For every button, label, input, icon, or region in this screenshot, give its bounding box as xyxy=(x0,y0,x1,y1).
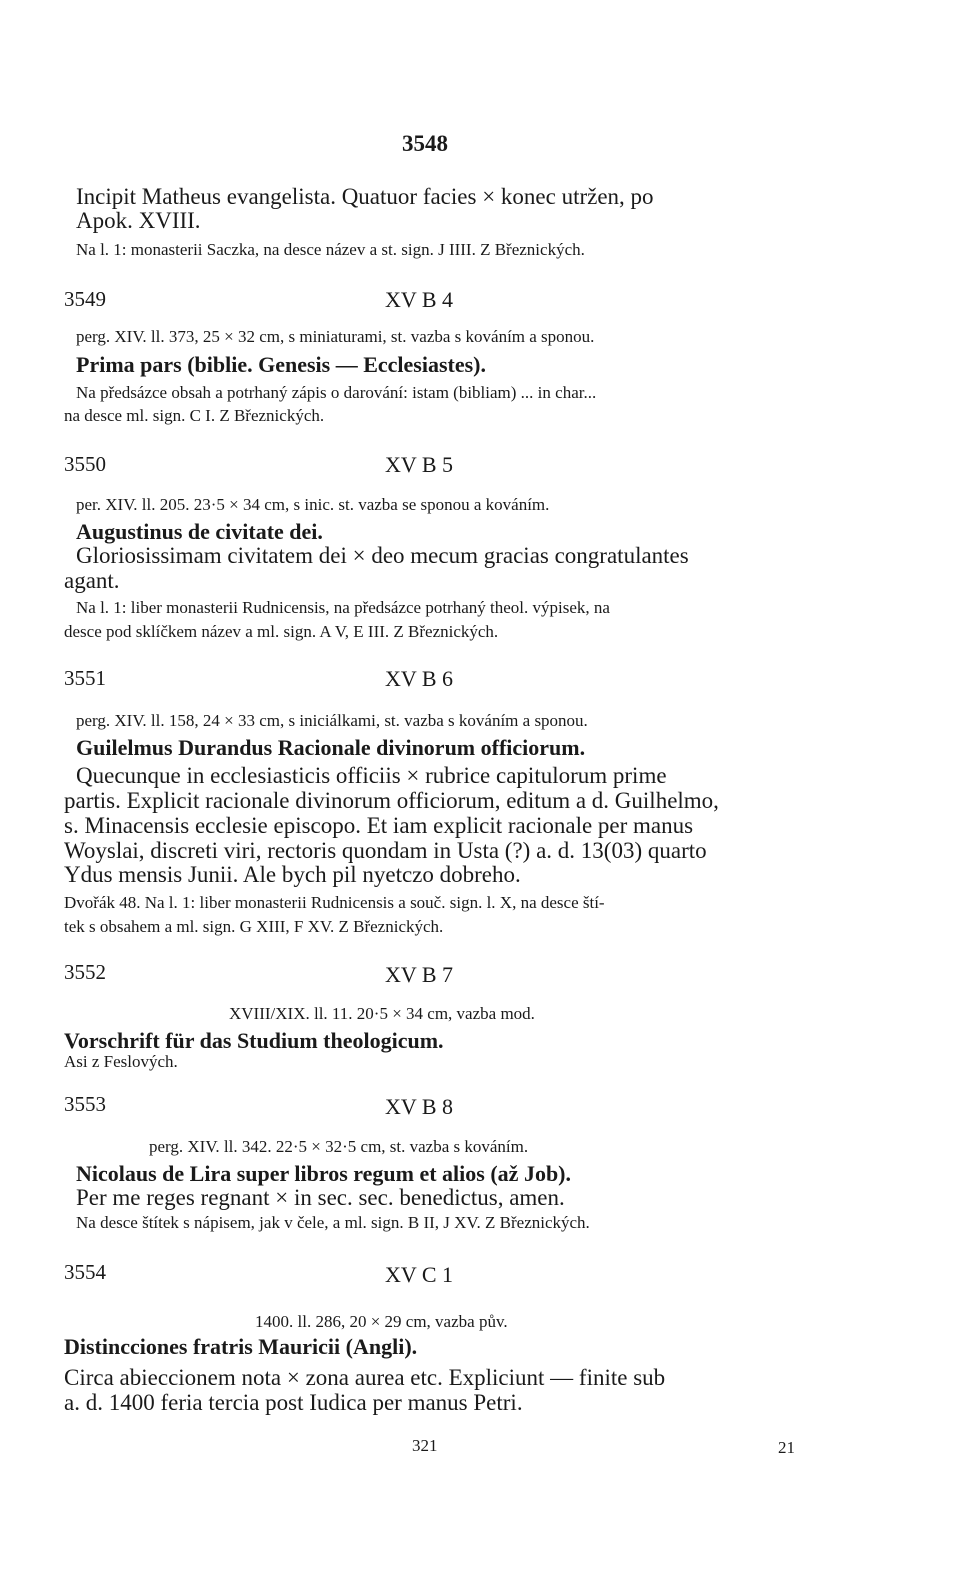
entry-3548-incipit-1: Incipit Matheus evangelista. Quatuor facies × konec utržen, po xyxy=(76,184,654,209)
page-number: 321 xyxy=(412,1436,438,1455)
entry-3549-note-2: na desce ml. sign. C I. Z Březnických. xyxy=(64,406,325,425)
entry-3552-physical: XVIII/XIX. ll. 11. 20·5 × 34 cm, vazba mod. xyxy=(229,1004,535,1023)
entry-3553-note: Na desce štítek s nápisem, jak v čele, a ml. sign. B II, J XV. Z Březnických. xyxy=(76,1213,590,1232)
entry-3549-shelfmark: XV B 4 xyxy=(385,287,454,312)
entry-3553-number: 3553 xyxy=(64,1092,106,1116)
entry-3553-shelfmark: XV B 8 xyxy=(385,1094,454,1119)
entry-3554-text-1: Circa abieccionem nota × zona aurea etc. Expliciunt — finite sub xyxy=(64,1365,666,1390)
entry-3550-number: 3550 xyxy=(64,452,106,476)
entry-3554-shelfmark: XV C 1 xyxy=(385,1262,454,1287)
entry-3552-shelfmark: XV B 7 xyxy=(385,962,454,987)
entry-3552-title: Vorschrift für das Studium theologicum. xyxy=(64,1028,444,1053)
entry-3551-text-2: partis. Explicit racionale divinorum officiorum, editum a d. Guilhelmo, xyxy=(64,788,719,813)
entry-3554-title: Distincciones fratris Mauricii (Angli). xyxy=(64,1334,418,1359)
entry-3554-text-2: a. d. 1400 feria tercia post Iudica per manus Petri. xyxy=(64,1390,523,1415)
entry-3551-shelfmark: XV B 6 xyxy=(385,666,454,691)
entry-3551-text-5: Ydus mensis Junii. Ale bych pil nyetczo dobreho. xyxy=(64,862,521,887)
entry-3551-physical: perg. XIV. ll. 158, 24 × 33 cm, s iniciálkami, st. vazba s kováním a sponou. xyxy=(76,711,588,730)
entry-3550-shelfmark: XV B 5 xyxy=(385,452,454,477)
signature-mark: 21 xyxy=(778,1438,795,1457)
entry-3553-text: Per me reges regnant × in sec. sec. benedictus, amen. xyxy=(76,1185,565,1210)
entry-3550-note-2: desce pod sklíčkem název a ml. sign. A V, E III. Z Březnických. xyxy=(64,622,499,641)
entry-3551-title: Guilelmus Durandus Racionale divinorum officiorum. xyxy=(76,735,586,760)
page-header: 3548 xyxy=(402,131,448,156)
entry-3552-note: Asi z Feslových. xyxy=(64,1052,178,1071)
entry-3550-note-1: Na l. 1: liber monasterii Rudnicensis, na předsázce potrhaný theol. výpisek, na xyxy=(76,598,610,617)
entry-3554-physical: 1400. ll. 286, 20 × 29 cm, vazba pův. xyxy=(255,1312,508,1331)
entry-3550-title: Augustinus de civitate dei. xyxy=(76,519,323,544)
entry-3551-number: 3551 xyxy=(64,666,106,690)
entry-3549-physical: perg. XIV. ll. 373, 25 × 32 cm, s miniaturami, st. vazba s kováním a sponou. xyxy=(76,327,595,346)
entry-3550-incipit-2: agant. xyxy=(64,568,120,593)
entry-3549-number: 3549 xyxy=(64,287,106,311)
entry-3549-title: Prima pars (biblie. Genesis — Ecclesiastes). xyxy=(76,352,487,377)
entry-3553-title: Nicolaus de Lira super libros regum et alios (až Job). xyxy=(76,1161,571,1186)
entry-3554-number: 3554 xyxy=(64,1260,106,1284)
entry-3551-text-4: Woyslai, discreti viri, rectoris quondam in Usta (?) a. d. 13(03) quarto xyxy=(64,838,707,863)
entry-3550-incipit-1: Gloriosissimam civitatem dei × deo mecum gracias congratulantes xyxy=(76,543,689,568)
entry-3551-note-1: Dvořák 48. Na l. 1: liber monasterii Rudnicensis a souč. sign. l. X, na desce ští- xyxy=(64,893,605,912)
entry-3549-note-1: Na předsázce obsah a potrhaný zápis o darování: istam (bibliam) ... in char... xyxy=(76,383,597,402)
entry-3552-number: 3552 xyxy=(64,960,106,984)
entry-3551-note-2: tek s obsahem a ml. sign. G XIII, F XV. Z Březnických. xyxy=(64,917,444,936)
entry-3548-note: Na l. 1: monasterii Saczka, na desce název a st. sign. J IIII. Z Březnických. xyxy=(76,240,585,259)
entry-3550-physical: per. XIV. ll. 205. 23·5 × 34 cm, s inic. st. vazba se sponou a kováním. xyxy=(76,495,550,514)
entry-3548-incipit-2: Apok. XVIII. xyxy=(76,208,201,233)
entry-3553-physical: perg. XIV. ll. 342. 22·5 × 32·5 cm, st. vazba s kováním. xyxy=(149,1137,529,1156)
entry-3551-text-3: s. Minacensis ecclesie episcopo. Et iam explicit racionale per manus xyxy=(64,813,694,838)
entry-3551-text-1: Quecunque in ecclesiasticis officiis × rubrice capitulorum prime xyxy=(76,763,667,788)
